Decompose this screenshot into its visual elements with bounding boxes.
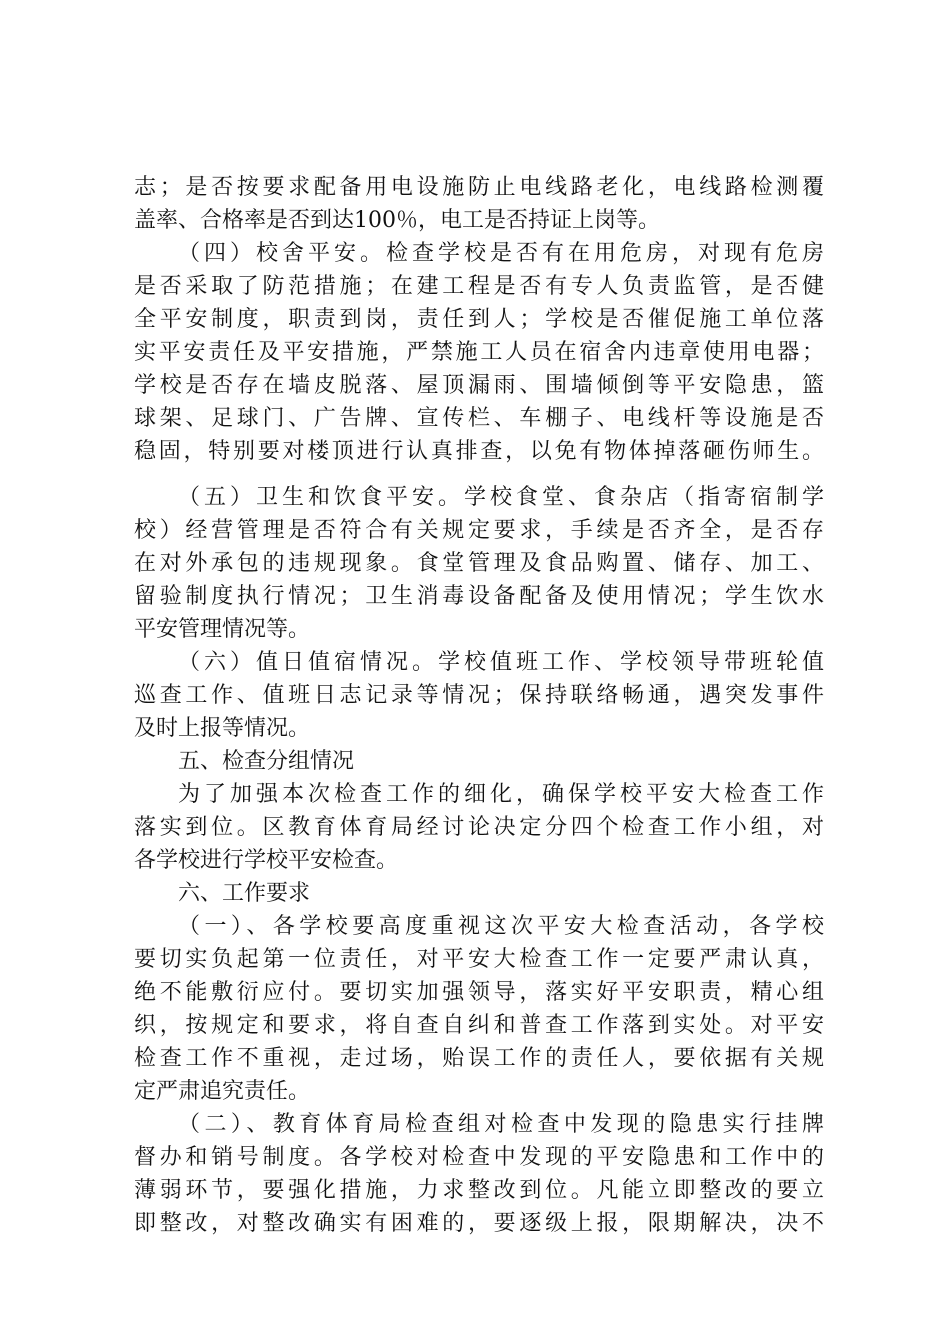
text-line: 平安管理情况等。 bbox=[134, 617, 311, 642]
text-line: 绝不能敷衍应付。要切实加强领导，落实好平安职责，精心组 bbox=[134, 980, 824, 1005]
text-line: 落实到位。区教育体育局经讨论决定分四个检查工作小组，对 bbox=[134, 815, 824, 840]
text-line: 实平安责任及平安措施，严禁施工人员在宿舍内违章使用电器； bbox=[134, 340, 824, 365]
text-line: 志；是否按要求配备用电设施防止电线路老化，电线路检测覆 bbox=[134, 175, 824, 200]
text-line: 盖率、合格率是否到达100％，电工是否持证上岗等。 bbox=[134, 208, 660, 233]
text-line: 检查工作不重视，走过场，贻误工作的责任人，要依据有关规 bbox=[134, 1046, 824, 1071]
text-line: 要切实负起第一位责任，对平安大检查工作一定要严肃认真， bbox=[134, 947, 824, 972]
section-heading: 五、检查分组情况 bbox=[178, 749, 355, 774]
text-line: 巡查工作、值班日志记录等情况；保持联络畅通，遇突发事件 bbox=[134, 683, 824, 708]
text-line: 球架、足球门、广告牌、宣传栏、车棚子、电线杆等设施是否 bbox=[134, 406, 824, 431]
text-line: 留验制度执行情况；卫生消毒设备配备及使用情况；学生饮水 bbox=[134, 584, 824, 609]
text-line: （六）值日值宿情况。学校值班工作、学校领导带班轮值 bbox=[178, 650, 824, 675]
text-line: 即整改，对整改确实有困难的，要逐级上报，限期解决，决不 bbox=[134, 1211, 824, 1236]
text-line: 稳固，特别要对楼顶进行认真排查，以免有物体掉落砸伤师生。 bbox=[134, 439, 824, 464]
text-line: 在对外承包的违规现象。食堂管理及食品购置、储存、加工、 bbox=[134, 551, 824, 576]
text-line: 织，按规定和要求，将自查自纠和普查工作落到实处。对平安 bbox=[134, 1013, 824, 1038]
text-line: （二）、教育体育局检查组对检查中发现的隐患实行挂牌 bbox=[178, 1112, 824, 1137]
text-line: 学校是否存在墙皮脱落、屋顶漏雨、围墙倾倒等平安隐患，篮 bbox=[134, 373, 824, 398]
text-line: 薄弱环节，要强化措施，力求整改到位。凡能立即整改的要立 bbox=[134, 1178, 824, 1203]
text-line: （四）校舍平安。检查学校是否有在用危房，对现有危房 bbox=[178, 241, 824, 266]
text-line: 全平安制度，职责到岗，责任到人；学校是否催促施工单位落 bbox=[134, 307, 824, 332]
text-line: 为了加强本次检查工作的细化，确保学校平安大检查工作 bbox=[178, 782, 824, 807]
text-line: （一）、各学校要高度重视这次平安大检查活动，各学校 bbox=[178, 914, 824, 939]
text-line: （五）卫生和饮食平安。学校食堂、食杂店（指寄宿制学 bbox=[178, 485, 824, 510]
text-line: 是否采取了防范措施；在建工程是否有专人负责监管，是否健 bbox=[134, 274, 824, 299]
text-line: 定严肃追究责任。 bbox=[134, 1079, 311, 1104]
text-line: 及时上报等情况。 bbox=[134, 716, 311, 741]
section-heading: 六、工作要求 bbox=[178, 881, 311, 906]
text-line: 各学校进行学校平安检查。 bbox=[134, 848, 399, 873]
text-line: 督办和销号制度。各学校对检查中发现的平安隐患和工作中的 bbox=[134, 1145, 824, 1170]
text-line: 校）经营管理是否符合有关规定要求，手续是否齐全，是否存 bbox=[134, 518, 824, 543]
